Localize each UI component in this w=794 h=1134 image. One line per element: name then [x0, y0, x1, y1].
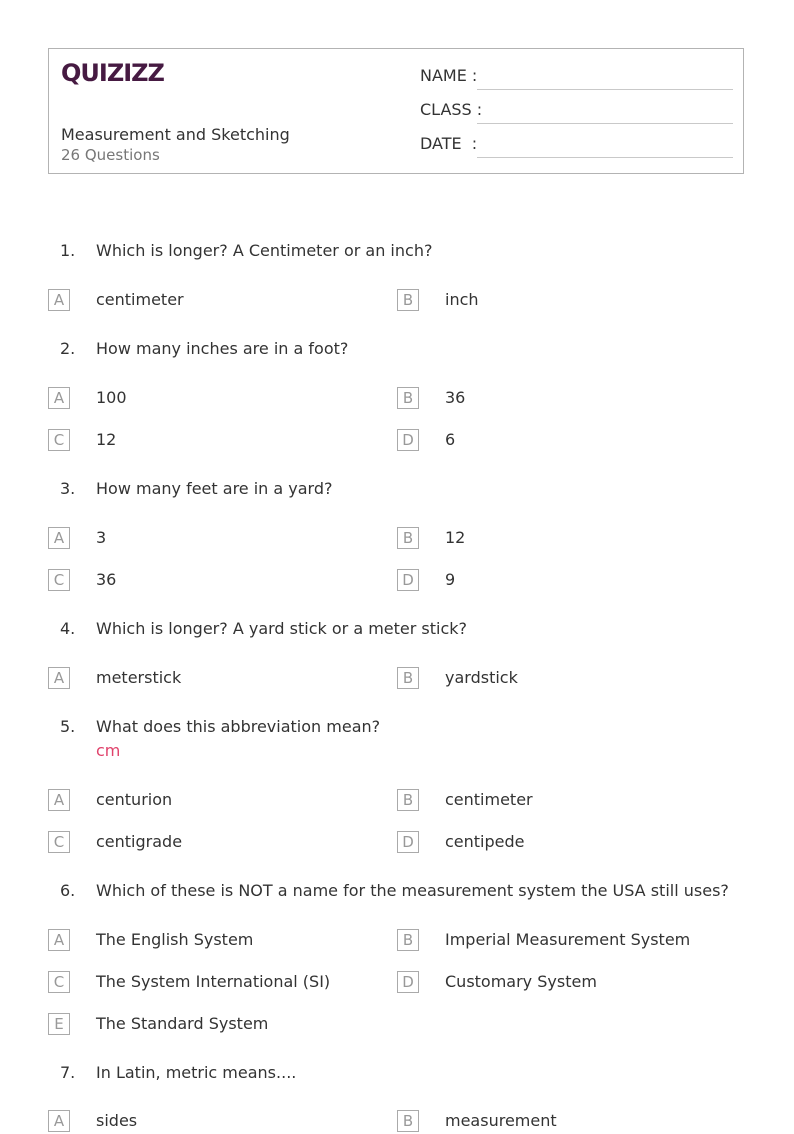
name-field	[420, 66, 733, 90]
question-number: 5.	[60, 717, 76, 736]
option-text: 9	[445, 570, 456, 589]
question-number: 6.	[60, 881, 76, 900]
option-text: centimeter	[445, 790, 533, 809]
option-letter-box[interactable]: B	[397, 289, 419, 311]
option-text: The English System	[96, 930, 254, 949]
option-text: The System International (SI)	[96, 972, 331, 991]
question-count: 26 Questions	[61, 146, 160, 164]
option-letter-box[interactable]: C	[48, 429, 70, 451]
option-text: sides	[96, 1111, 138, 1130]
option-text: 3	[96, 528, 107, 547]
option-text: meterstick	[96, 668, 182, 687]
option-letter-box[interactable]: A	[48, 387, 70, 409]
option-letter-box[interactable]: B	[397, 789, 419, 811]
question-text: How many feet are in a yard?	[96, 479, 333, 498]
worksheet-title: Measurement and Sketching	[61, 125, 290, 144]
date-line[interactable]	[477, 157, 733, 158]
logo-text: QUIZIZZ	[61, 59, 164, 87]
option-text: yardstick	[445, 668, 518, 687]
option-letter-box[interactable]: D	[397, 569, 419, 591]
question-prompt-term: cm	[96, 741, 121, 760]
option-letter-box[interactable]: A	[48, 789, 70, 811]
option-letter-box[interactable]: D	[397, 429, 419, 451]
question-text: In Latin, metric means....	[96, 1063, 297, 1082]
option-text: 6	[445, 430, 456, 449]
option-letter-box[interactable]: C	[48, 569, 70, 591]
option-letter-box[interactable]: C	[48, 831, 70, 853]
quizizz-logo	[61, 57, 171, 87]
date-field	[420, 134, 733, 158]
option-letter-box[interactable]: C	[48, 971, 70, 993]
option-letter-box[interactable]: A	[48, 667, 70, 689]
option-text: 12	[445, 528, 466, 547]
option-text: centimeter	[96, 290, 184, 309]
option-text: centipede	[445, 832, 525, 851]
class-label: CLASS :	[420, 100, 483, 119]
worksheet-header	[48, 48, 744, 174]
option-text: Customary System	[445, 972, 597, 991]
option-letter-box[interactable]: B	[397, 387, 419, 409]
option-letter-box[interactable]: D	[397, 971, 419, 993]
date-label: DATE :	[420, 134, 478, 153]
question-number: 4.	[60, 619, 76, 638]
option-letter-box[interactable]: B	[397, 527, 419, 549]
question-text: What does this abbreviation mean?	[96, 717, 381, 736]
option-text: measurement	[445, 1111, 557, 1130]
option-text: 36	[445, 388, 466, 407]
option-letter-box[interactable]: E	[48, 1013, 70, 1035]
question-text: Which is longer? A Centimeter or an inch?	[96, 241, 433, 260]
option-text: The Standard System	[96, 1014, 269, 1033]
option-letter-box[interactable]: A	[48, 289, 70, 311]
option-letter-box[interactable]: A	[48, 1110, 70, 1132]
option-letter-box[interactable]: A	[48, 527, 70, 549]
option-letter-box[interactable]: B	[397, 929, 419, 951]
name-label: NAME :	[420, 66, 478, 85]
class-field	[420, 100, 733, 124]
option-text: centigrade	[96, 832, 183, 851]
question-number: 3.	[60, 479, 76, 498]
question-text: How many inches are in a foot?	[96, 339, 349, 358]
option-letter-box[interactable]: B	[397, 667, 419, 689]
question-number: 2.	[60, 339, 76, 358]
option-text: inch	[445, 290, 479, 309]
class-line[interactable]	[477, 123, 733, 124]
option-text: centurion	[96, 790, 173, 809]
option-text: Imperial Measurement System	[445, 930, 691, 949]
question-text: Which is longer? A yard stick or a meter stick?	[96, 619, 468, 638]
option-letter-box[interactable]: B	[397, 1110, 419, 1132]
name-line[interactable]	[477, 89, 733, 90]
question-text: Which of these is NOT a name for the measurement system the USA still uses?	[96, 881, 729, 900]
question-number: 1.	[60, 241, 76, 260]
option-letter-box[interactable]: D	[397, 831, 419, 853]
option-text: 36	[96, 570, 117, 589]
question-number: 7.	[60, 1063, 76, 1082]
option-text: 12	[96, 430, 117, 449]
option-text: 100	[96, 388, 127, 407]
option-letter-box[interactable]: A	[48, 929, 70, 951]
